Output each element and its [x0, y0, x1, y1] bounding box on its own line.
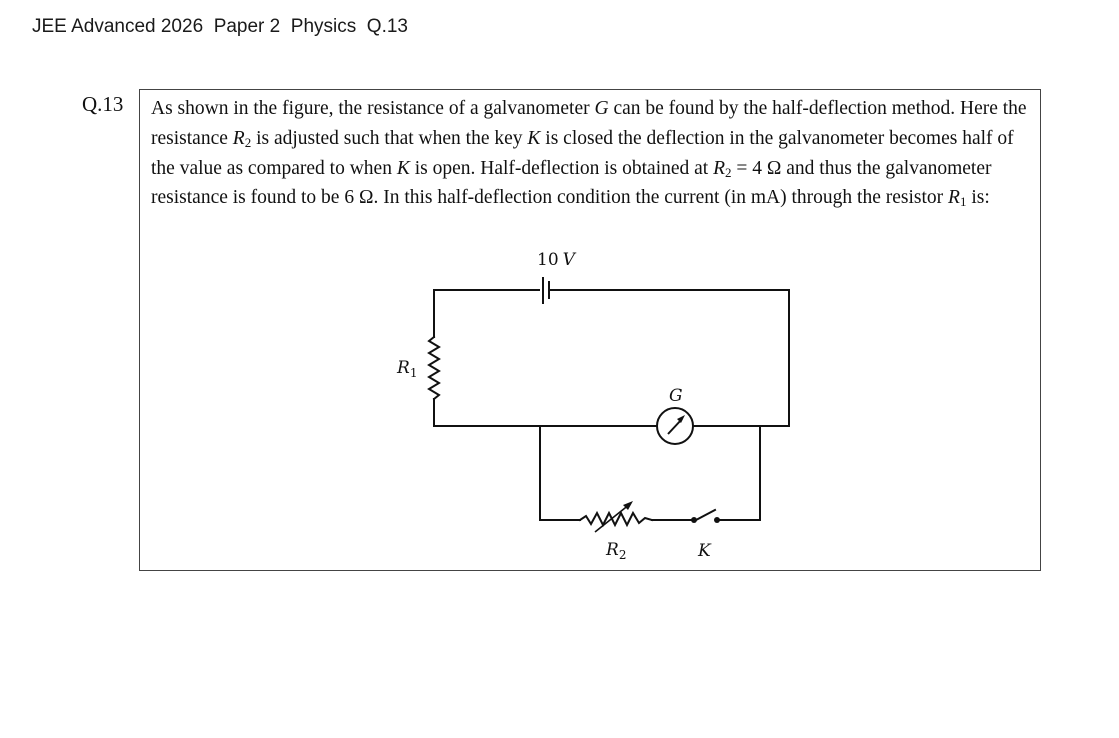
- key-contact-left: [691, 517, 697, 523]
- resistor-r1: [429, 337, 439, 399]
- question-text-run: is closed the deflection in the galvanometer becomes half of the value as compared to when: [151, 127, 1014, 179]
- question-text-run: = 4 Ω: [731, 157, 782, 179]
- math-subscript: 2: [244, 134, 252, 150]
- math-symbol: K: [396, 157, 410, 179]
- key-switch-lever: [696, 510, 715, 520]
- question-text-run: As shown in the figure, the resistance of a galvanometer: [151, 98, 595, 119]
- math-subscript: 2: [725, 164, 732, 180]
- galvanometer-label: G: [669, 386, 683, 406]
- question-text-run: and thus the galvanometer resistance is found to be 6: [151, 157, 992, 209]
- question-text-run: is open. Half-deflection is obtained at: [409, 157, 714, 179]
- question-text-run: is adjusted such that when the key: [251, 127, 528, 149]
- page-header: JEE Advanced 2026 Paper 2 Physics Q.13: [32, 16, 409, 37]
- resistor-r1-label: $R_1$: [397, 358, 418, 380]
- question-text-run: can be found by the half-deflection method. Here the resistance: [151, 98, 1027, 149]
- math-symbol: R: [713, 157, 726, 179]
- key-contact-right: [714, 517, 720, 523]
- resistor-r2-label: $R_2$: [606, 540, 627, 562]
- question-number: Q.13: [82, 92, 124, 116]
- question-text-run: . In this half-deflection condition the current (in mA) through the resistor: [373, 187, 949, 209]
- question-text-run: Ω: [358, 187, 374, 209]
- math-symbol: R: [232, 127, 245, 149]
- question-text-run: is:: [966, 187, 990, 209]
- key-label: K: [698, 541, 711, 561]
- math-symbol: G: [594, 98, 609, 119]
- battery-label: 10 V: [537, 250, 575, 270]
- math-symbol: R: [948, 187, 960, 209]
- math-symbol: K: [527, 127, 541, 149]
- math-subscript: 1: [959, 194, 967, 210]
